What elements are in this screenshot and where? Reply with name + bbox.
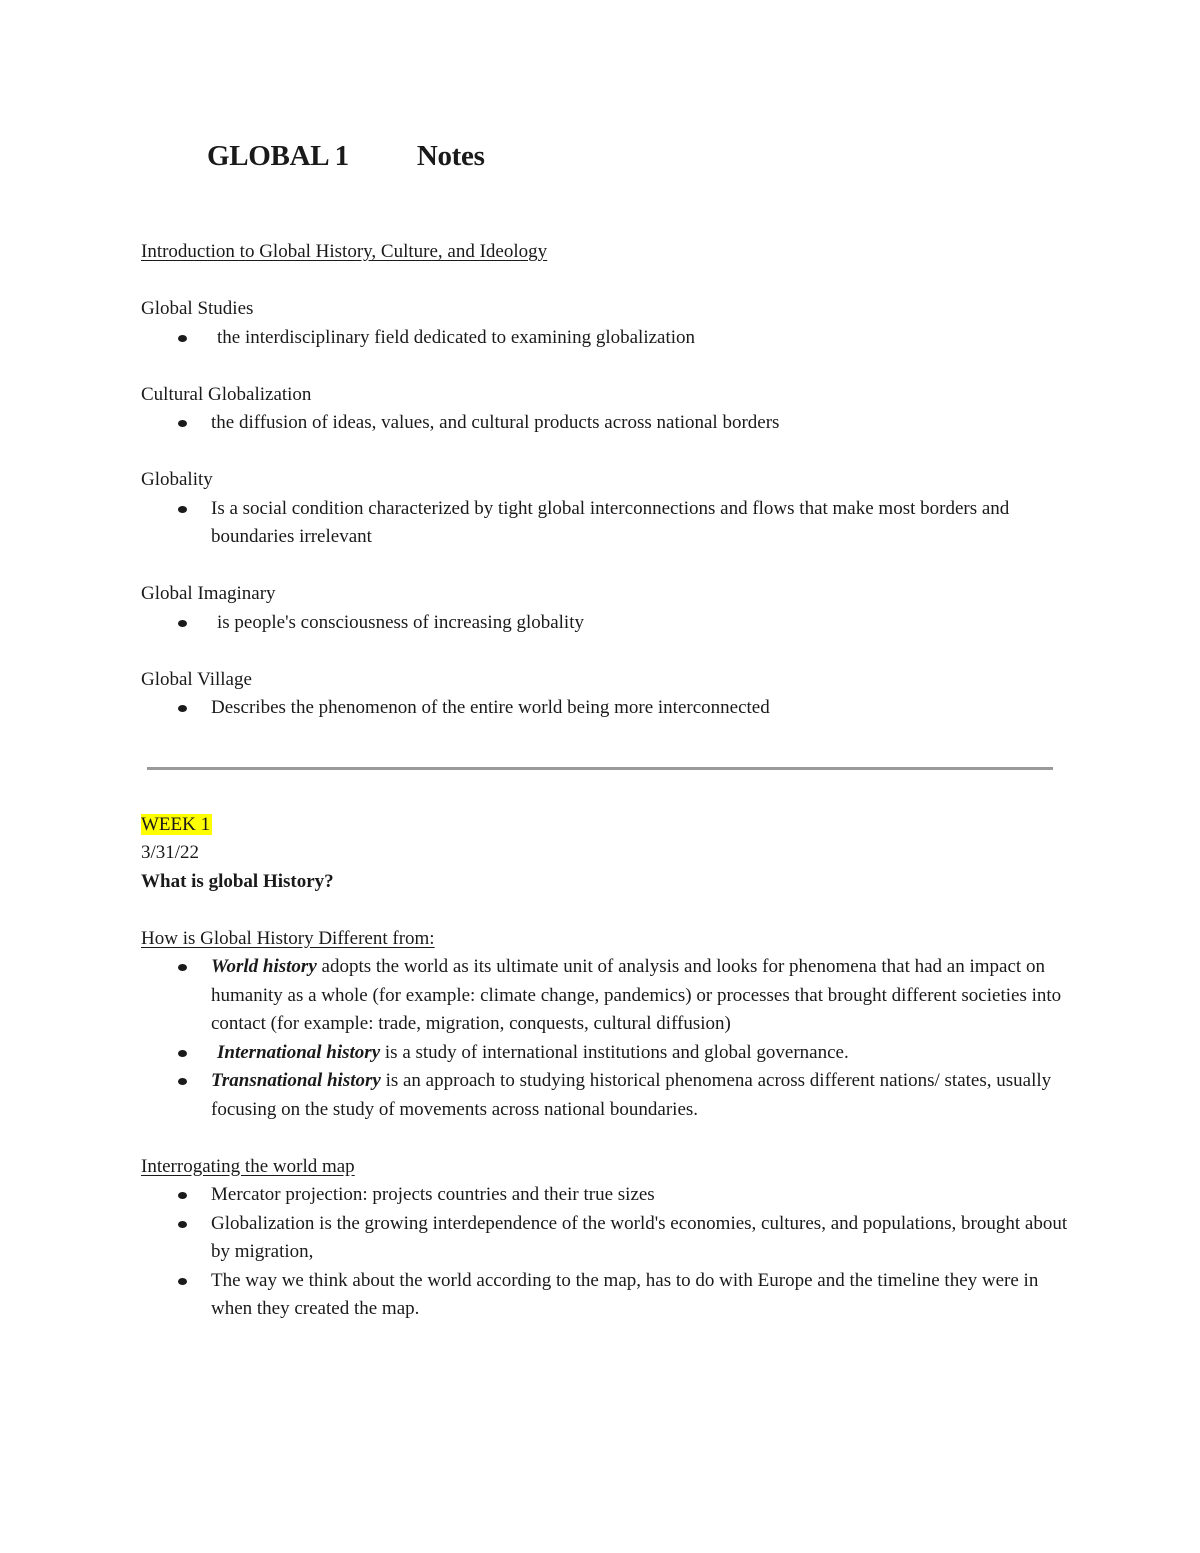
map-point: Globalization is the growing interdependence of the world's economies, cultures, and populations, brought about by migration,	[211, 1212, 1068, 1262]
bullet-item	[141, 609, 1071, 638]
term-definition: the interdisciplinary field dedicated to examining globalization	[217, 326, 696, 348]
term-block	[141, 295, 1071, 352]
week-label: WEEK 1	[141, 813, 211, 835]
bullet-item	[141, 1067, 1071, 1124]
bullet-item	[141, 324, 1071, 353]
differences-list	[141, 953, 1071, 1124]
term-block	[141, 580, 1071, 637]
term-definition: the diffusion of ideas, values, and cultural products across national borders	[211, 412, 780, 433]
history-term: Transnational history	[211, 1070, 381, 1091]
history-term: International history	[217, 1041, 381, 1063]
bullet-item	[141, 694, 1071, 723]
bullet-item	[141, 495, 1071, 552]
bullet-item	[141, 1039, 1071, 1068]
bullet-item	[141, 1210, 1071, 1267]
term-definition: is people's consciousness of increasing globality	[217, 611, 584, 633]
map-heading: Interrogating the world map	[141, 1155, 355, 1177]
map-point: The way we think about the world according to the map, has to do with Europe and the timeline they were in when they created the map.	[211, 1269, 1039, 1319]
bullet-item	[141, 409, 1071, 438]
term-label: Globality	[141, 469, 213, 490]
notes-body	[141, 238, 1071, 1324]
title-notes: Notes	[416, 140, 485, 172]
bullet-item	[141, 1181, 1071, 1210]
intro-heading: Introduction to Global History, Culture, and Ideology	[141, 241, 548, 262]
map-list	[141, 1181, 1071, 1324]
map-point: Mercator projection: projects countries and their true sizes	[211, 1184, 655, 1205]
week-question: What is global History?	[141, 870, 334, 892]
title-main: GLOBAL 1	[207, 140, 349, 172]
differences-heading: How is Global History Different from:	[141, 927, 435, 949]
term-definition: Is a social condition characterized by tight global interconnections and flows that make most borders and boundaries irrelevant	[211, 497, 1010, 547]
term-definition: Describes the phenomenon of the entire world being more interconnected	[211, 697, 770, 718]
term-label: Global Imaginary	[141, 583, 276, 604]
history-description: adopts the world as its ultimate unit of analysis and looks for phenomena that had an impact on humanity as a whole (for example: climate change, pandemics) or processes that brought different societies into contact (for example: trade, migration, conquests, cultural diffusion)	[211, 956, 1062, 1034]
bullet-item	[141, 953, 1071, 1039]
term-block	[141, 466, 1071, 552]
term-label: Global Village	[141, 668, 252, 690]
history-term: World history	[211, 956, 317, 977]
term-block	[141, 666, 1071, 723]
bullet-item	[141, 1267, 1071, 1324]
term-label: Global Studies	[141, 298, 254, 319]
week-date: 3/31/22	[141, 842, 200, 863]
history-description: is an approach to studying historical phenomena across different nations/ states, usually focusing on the study of movements across national boundaries.	[211, 1070, 1052, 1120]
history-description: is a study of international institutions and global governance.	[380, 1041, 849, 1063]
page-title	[207, 140, 485, 173]
term-block	[141, 381, 1071, 438]
term-label: Cultural Globalization	[141, 383, 312, 405]
